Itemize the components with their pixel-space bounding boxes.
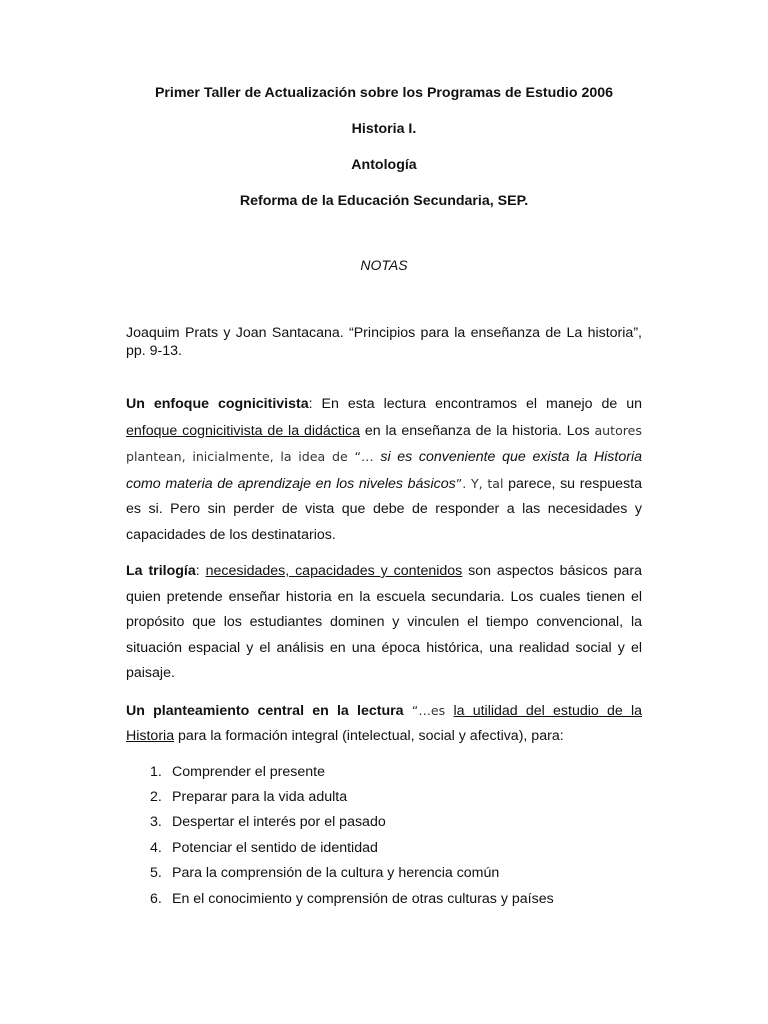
document-reform: Reforma de la Educación Secundaria, SEP. — [239, 193, 529, 209]
document-page — [126, 84, 642, 912]
underlined-phrase: enfoque cognicitivista de la didáctica — [126, 422, 360, 439]
document-type: Antología — [351, 157, 417, 173]
list-item — [126, 810, 642, 835]
paragraph-cognicitivista — [126, 392, 642, 548]
quote-text: si es conveniente que exista la Historia como materia de aprendizaje en los niveles básicos — [126, 449, 642, 492]
paragraph-planteamiento — [126, 698, 642, 750]
paragraph-text: : — [195, 563, 206, 579]
citation: Joaquim Prats y Joan Santacana. “Principios para la enseñanza de La historia”, pp. 9-13. — [126, 325, 642, 359]
paragraph-text: autores plantean, inicialmente, la idea de “… — [126, 422, 642, 464]
list-text: Para la comprensión de la cultura y herencia común — [172, 865, 500, 882]
list-number: 5. — [150, 865, 162, 882]
paragraph-lead: Un enfoque cognicitivista — [126, 396, 309, 412]
document-subject: Historia I. — [351, 121, 417, 137]
paragraph-text: son aspectos básicos para quien pretende enseñar historia en la escuela secundaria. Los cuales tienen el propósito que los estudiantes dominen y vinculen el tiempo convencional, la situación espacial y el análisis en una época histórica, una realidad social y el paisaje. — [126, 563, 642, 681]
list-item — [126, 836, 642, 861]
list-item — [126, 887, 642, 912]
list-number: 3. — [150, 814, 162, 831]
paragraph-text: parece, su respuesta es si. Pero sin perder de vista que debe de responder a las necesidades y capacidades de los destinatarios. — [126, 475, 642, 543]
paragraph-text: en la enseñanza de la historia. Los — [359, 422, 595, 439]
list-item — [126, 861, 642, 886]
underlined-phrase: necesidades, capacidades y contenidos — [205, 563, 463, 579]
paragraph-lead: La trilogía — [126, 563, 196, 579]
paragraph-text: ”. Y, tal — [455, 475, 504, 491]
paragraph-text: para la formación integral (intelectual, social y afectiva), para: — [174, 728, 564, 744]
list-text: Preparar para la vida adulta — [172, 788, 348, 805]
list-text: Potenciar el sentido de identidad — [172, 839, 378, 856]
list-item — [126, 785, 642, 810]
list-number: 1. — [150, 763, 162, 780]
list-item — [126, 760, 642, 785]
paragraph-text: “…es — [403, 702, 454, 718]
list-number: 2. — [150, 788, 162, 805]
list-number: 6. — [150, 890, 162, 907]
purpose-list — [126, 760, 642, 912]
list-text: Despertar el interés por el pasado — [172, 814, 386, 831]
document-title: Primer Taller de Actualización sobre los Programas de Estudio 2006 — [154, 85, 614, 101]
paragraph-text: : En esta lectura encontramos el manejo de un — [308, 396, 642, 412]
list-text: En el conocimiento y comprensión de otras culturas y países — [172, 890, 554, 907]
list-number: 4. — [150, 839, 162, 856]
paragraph-lead: Un planteamiento central en la lectura — [126, 702, 404, 719]
underlined-phrase: la utilidad del estudio de la Historia — [126, 702, 642, 744]
list-text: Comprender el presente — [172, 763, 325, 780]
paragraph-trilogia — [126, 559, 642, 687]
section-title: NOTAS — [360, 257, 408, 273]
